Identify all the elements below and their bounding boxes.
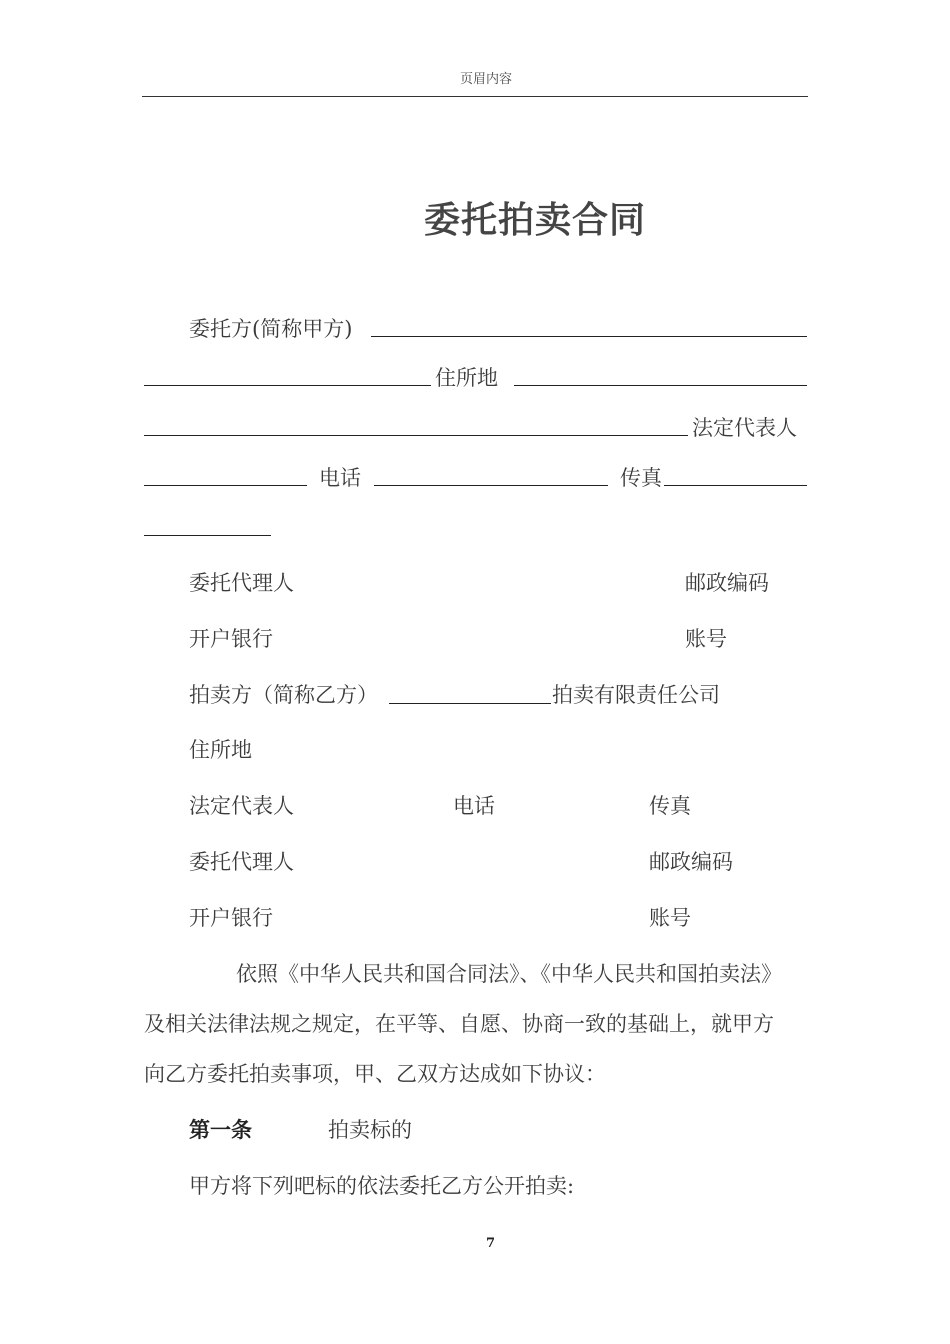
preamble-line-2: 及相关法律法规之规定，在平等、自愿、协商一致的基础上，就甲方	[144, 1012, 774, 1036]
party-a-label: 委托方(简称甲方)	[189, 317, 353, 341]
page-number: 7	[486, 1236, 496, 1251]
article-1-text: 甲方将下列吧标的依法委托乙方公开拍卖:	[189, 1174, 575, 1198]
party-a-legal-rep-blank	[144, 485, 307, 486]
party-b-legal-rep-label: 法定代表人	[189, 794, 294, 818]
party-a-fax-blank-cont	[144, 535, 271, 536]
party-b-address-label: 住所地	[189, 738, 252, 762]
party-b-fax-label: 传真	[649, 794, 691, 818]
party-a-address-label: 住所地	[435, 366, 498, 390]
page-header: 页眉内容	[460, 72, 513, 87]
party-a-legal-rep-label: 法定代表人	[692, 416, 797, 440]
header-divider	[142, 96, 808, 97]
party-b-postcode-label: 邮政编码	[649, 850, 733, 874]
party-a-blank-3	[144, 435, 688, 436]
party-a-phone-blank	[374, 485, 608, 486]
article-1-number: 第一条	[189, 1117, 252, 1142]
article-1-heading: 拍卖标的	[328, 1118, 412, 1142]
preamble-line-3: 向乙方委托拍卖事项，甲、乙双方达成如下协议：	[144, 1062, 606, 1086]
party-a-address-blank	[514, 385, 807, 386]
document-title: 委托拍卖合同	[424, 199, 647, 241]
party-b-bank-label: 开户银行	[189, 906, 273, 930]
party-a-blank-2	[144, 385, 431, 386]
party-b-agent-label: 委托代理人	[189, 850, 294, 874]
party-a-account-label: 账号	[685, 627, 727, 651]
party-b-phone-label: 电话	[453, 794, 495, 818]
party-b-name-blank	[389, 703, 551, 704]
party-b-company-suffix: 拍卖有限责任公司	[552, 683, 720, 707]
party-a-phone-label: 电话	[319, 466, 361, 490]
party-a-postcode-label: 邮政编码	[685, 571, 769, 595]
party-a-bank-label: 开户银行	[189, 627, 273, 651]
party-a-agent-label: 委托代理人	[189, 571, 294, 595]
party-b-label: 拍卖方（简称乙方）	[189, 683, 378, 707]
party-a-fax-blank	[664, 485, 807, 486]
preamble-line-1: 依照《中华人民共和国合同法》、《中华人民共和国拍卖法》	[236, 962, 782, 986]
party-a-name-blank	[371, 336, 807, 337]
party-a-fax-label: 传真	[620, 466, 662, 490]
party-b-account-label: 账号	[649, 906, 691, 930]
